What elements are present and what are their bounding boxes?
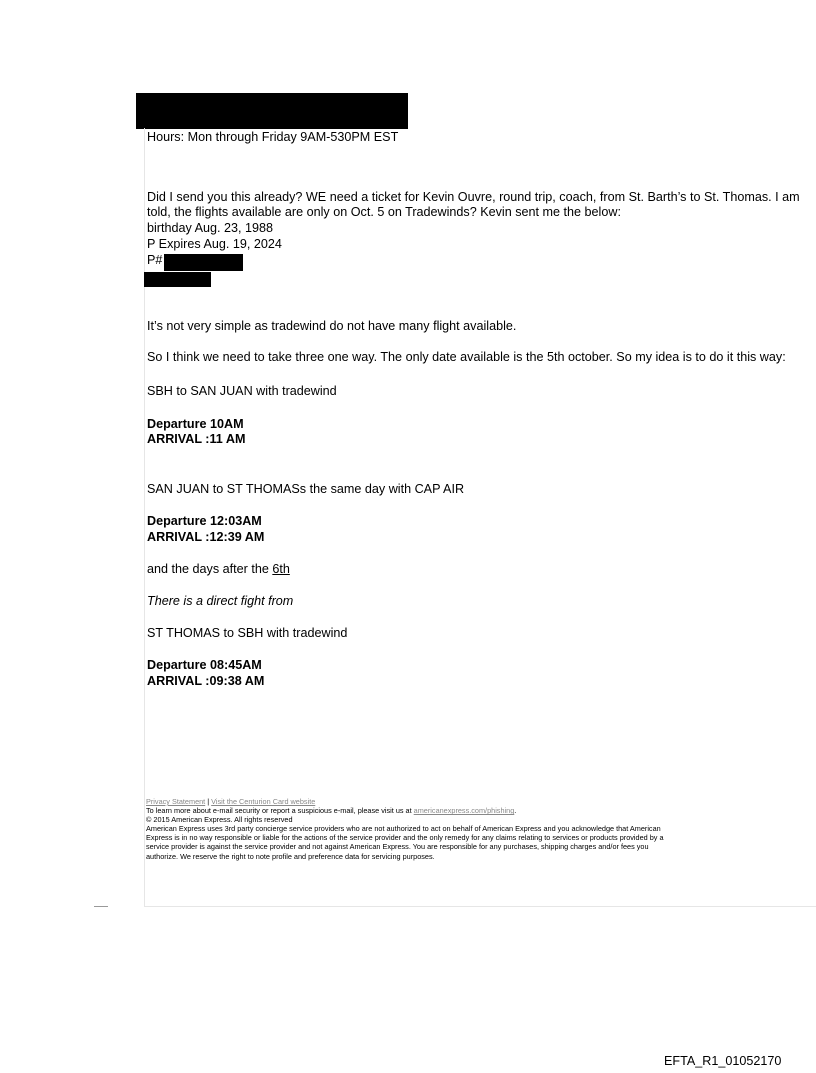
- document-id: EFTA_R1_01052170: [664, 1054, 782, 1068]
- copyright: © 2015 American Express. All rights reserved: [146, 815, 293, 825]
- phishing-link[interactable]: americanexpress.com/phishing: [413, 806, 515, 816]
- direct-flight-note: There is a direct fight from: [147, 594, 294, 608]
- disclaimer-line-4: authorize. We reserve the right to note profile and preference data for servicing purposes.: [146, 851, 435, 861]
- leg1-departure: Departure 10AM: [147, 417, 244, 431]
- leg2-route: SAN JUAN to ST THOMASs the same day with CAP AIR: [147, 482, 465, 496]
- days-after-line: [147, 562, 290, 576]
- paragraph-1: It’s not very simple as tradewind do not have many flight available.: [147, 319, 517, 333]
- security-suffix: .: [514, 806, 517, 816]
- passport-expires-line: P Expires Aug. 19, 2024: [147, 237, 282, 251]
- birthday-line: birthday Aug. 23, 1988: [147, 221, 274, 235]
- email-footer: [146, 797, 816, 861]
- redaction-passport-number: [164, 254, 243, 271]
- link-separator: |: [205, 797, 212, 806]
- paragraph-2: So I think we need to take three one way. The only date available is the 5th october. So my idea is to do it this way:: [147, 350, 786, 364]
- security-notice: [146, 806, 816, 815]
- leg2-departure: Departure 12:03AM: [147, 514, 262, 528]
- days-after-prefix: and the days after the: [147, 562, 273, 576]
- privacy-statement-link[interactable]: Privacy Statement: [146, 797, 206, 806]
- disclaimer-line-1: American Express uses 3rd party concierge service providers who are not authorized to act on behalf of American Express and you acknowledge that American: [146, 824, 661, 834]
- days-after-date: 6th: [272, 562, 290, 576]
- footer-links: [146, 797, 816, 806]
- leg1-route: SBH to SAN JUAN with tradewind: [147, 384, 337, 398]
- centurion-card-link[interactable]: Visit the Centurion Card website: [211, 797, 316, 806]
- hours-line: Hours: Mon through Friday 9AM-530PM EST: [147, 130, 399, 144]
- margin-mark: [94, 906, 108, 907]
- intro-line-2: told, the flights available are only on Oct. 5 on Tradewinds? Kevin sent me the below:: [147, 205, 621, 219]
- disclaimer-line-3: service provider is against the service provider and not against American Express. You are responsible for any purchases, shipping charges and/or fees you: [146, 842, 649, 852]
- security-prefix: To learn more about e-mail security or report a suspicious e-mail, please visit us at: [146, 806, 414, 816]
- leg3-departure: Departure 08:45AM: [147, 658, 262, 672]
- disclaimer-line-2: Express is in no way responsible or liable for the actions of the service provider and the only remedy for any claims relating to services or products provided by a: [146, 833, 664, 843]
- leg2-arrival: ARRIVAL :12:39 AM: [147, 530, 265, 544]
- passport-number-label: P#: [147, 253, 163, 267]
- leg3-arrival: ARRIVAL :09:38 AM: [147, 674, 265, 688]
- leg3-route: ST THOMAS to SBH with tradewind: [147, 626, 348, 640]
- redaction-passport-line2: [144, 272, 211, 287]
- redaction-header: [136, 93, 408, 129]
- leg1-arrival: ARRIVAL :11 AM: [147, 432, 246, 446]
- intro-line-1: Did I send you this already? WE need a ticket for Kevin Ouvre, round trip, coach, from St. Barth’s to St. Thomas. I am: [147, 190, 800, 204]
